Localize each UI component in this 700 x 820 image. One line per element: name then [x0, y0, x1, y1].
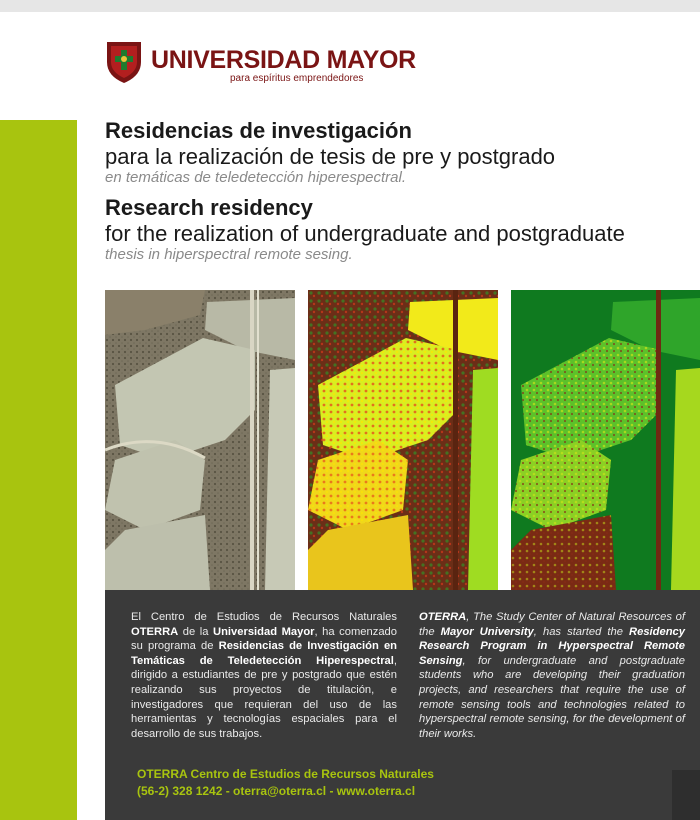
heading-en-subtitle: for the realization of undergraduate and postgraduate: [105, 221, 625, 246]
top-bar: [0, 0, 700, 12]
contact-info: [137, 766, 434, 800]
green-side-bar: [0, 120, 77, 820]
heading-es-italic: en temáticas de teledetección hiperespectral.: [105, 169, 407, 186]
panel-strip: [672, 770, 700, 820]
contact-line-1: OTERRA Centro de Estudios de Recursos Naturales: [137, 767, 434, 781]
contact-line-2: (56-2) 328 1242 - oterra@oterra.cl - www.oterra.cl: [137, 784, 416, 798]
body-text-es: El Centro de Estudios de Recursos Naturales OTERRA de la Universidad Mayor, ha comenzado su programa de Residencias de Investigación en Temáticas de Teledetección Hiperespectral, dirigido a estudiantes de pre y postgrado que estén realizando sus proyectos de titulación, e investigadores que requieran del uso de las herramientas y tecnologías espaciales para el desarrollo de sus trabajos.: [131, 611, 397, 740]
heading-en-italic: thesis in hiperspectral remote sesing.: [105, 246, 353, 263]
logo-name: UNIVERSIDAD MAYOR: [151, 46, 416, 74]
hyperspectral-map-2: [511, 290, 700, 590]
info-panel: [105, 590, 700, 820]
heading-es-subtitle: para la realización de tesis de pre y postgrado: [105, 144, 556, 169]
headings: [105, 118, 695, 264]
body-text-en: OTERRA, The Study Center of Natural Resources of the Mayor University, has started the Residency Research Program in Hyperspectral Remote Sensing, for undergraduate and postgraduate students who are developing their graduation projects, and researchers that require the use of remote sensing tools and technologies related to hyperspectral remote sensing, for the development of their works.: [419, 611, 685, 740]
heading-es-title: Residencias de investigación: [105, 118, 412, 143]
aerial-photo-true-color: [105, 290, 295, 590]
logo-tagline: para espíritus emprendedores: [230, 73, 364, 84]
hyperspectral-map-1: [308, 290, 498, 590]
university-shield-icon: [105, 38, 143, 84]
heading-en-title: Research residency: [105, 195, 313, 220]
logo: [105, 38, 416, 88]
